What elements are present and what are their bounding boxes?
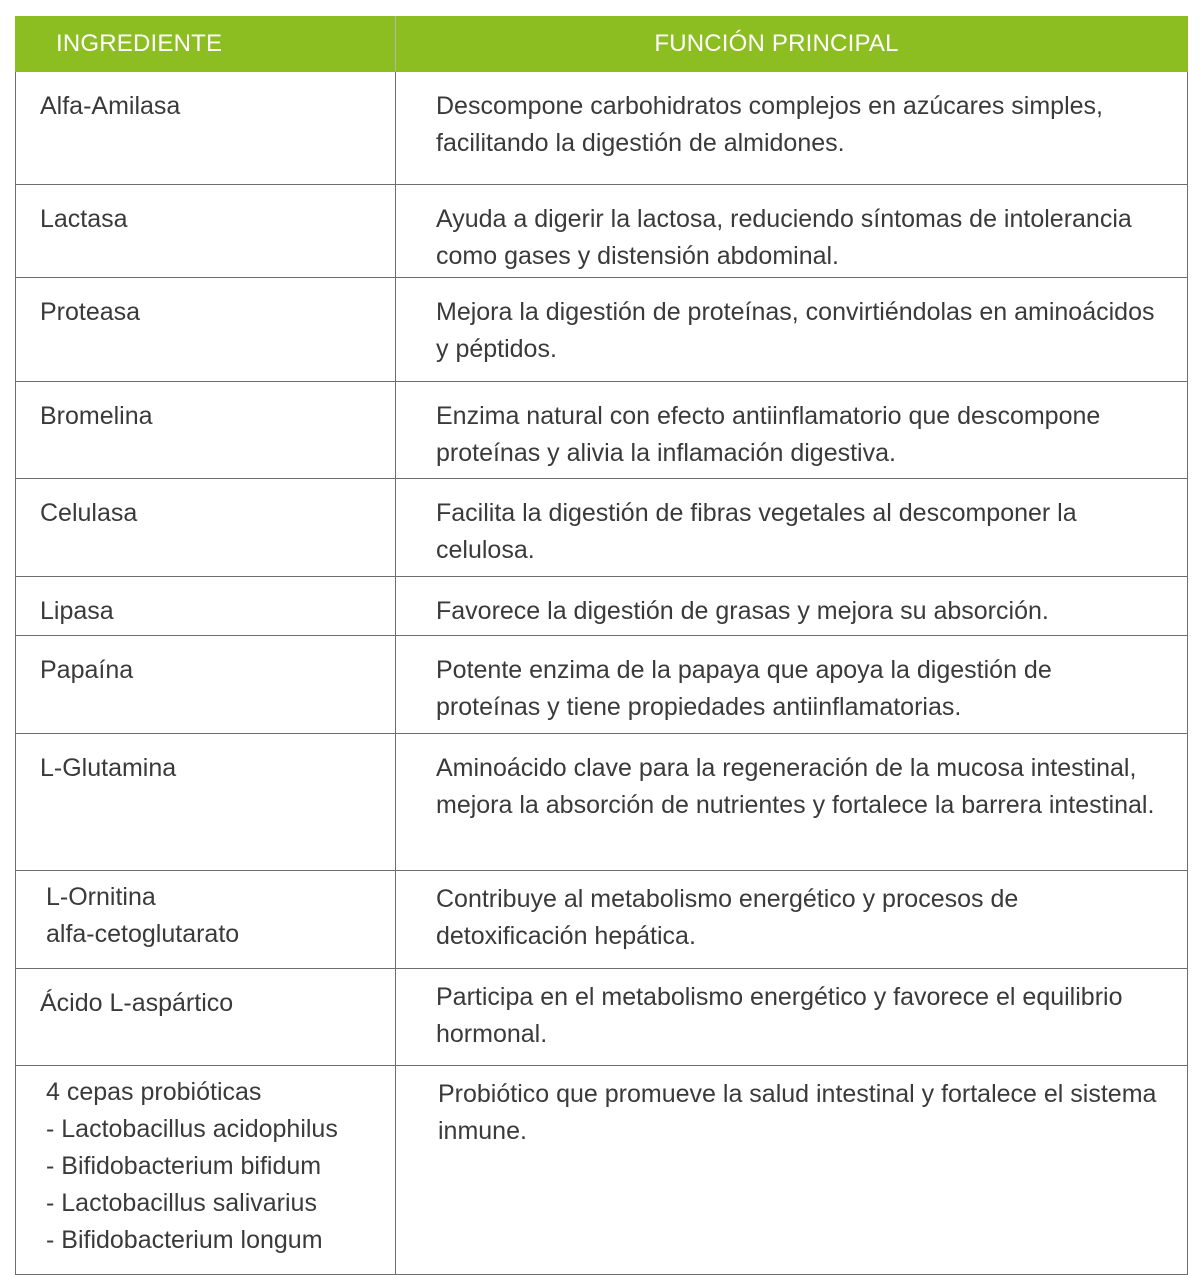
header-row — [16, 17, 1188, 72]
ingredient-name: Papaína — [40, 656, 134, 684]
table-row — [16, 278, 1188, 382]
ingredient-name: 4 cepas probióticas — [46, 1078, 262, 1106]
table-body — [16, 72, 1188, 1275]
function-cell: Mejora la digestión de proteínas, convirtiéndolas en aminoácidos y péptidos. — [396, 278, 1188, 382]
ingredient-name: - Lactobacillus salivarius — [46, 1189, 317, 1217]
function-cell: Participa en el metabolismo energético y favorece el equilibrio hormonal. — [396, 969, 1188, 1066]
function-cell: Enzima natural con efecto antiinflamatorio que descompone proteínas y alivia la inflamación digestiva. — [396, 382, 1188, 479]
ingredient-name: Celulasa — [40, 499, 138, 527]
table-row — [16, 185, 1188, 278]
function-cell: Facilita la digestión de fibras vegetales al descomponer la celulosa. — [396, 479, 1188, 577]
ingredient-name: - Bifidobacterium bifidum — [46, 1152, 322, 1180]
ingredient-name: L-Glutamina — [40, 754, 177, 782]
ingredient-cell — [16, 1066, 396, 1275]
table-row — [16, 636, 1188, 734]
ingredient-name: Lactasa — [40, 205, 128, 233]
ingredient-cell — [16, 72, 396, 185]
table-row — [16, 1066, 1188, 1275]
function-cell: Contribuye al metabolismo energético y procesos de detoxificación hepática. — [396, 871, 1188, 969]
function-cell: Probiótico que promueve la salud intestinal y fortalece el sistema inmune. — [396, 1066, 1188, 1275]
header-function: FUNCIÓN PRINCIPAL — [396, 17, 1188, 72]
function-cell: Favorece la digestión de grasas y mejora su absorción. — [396, 577, 1188, 636]
ingredient-name: Alfa-Amilasa — [40, 92, 181, 120]
function-cell: Potente enzima de la papaya que apoya la digestión de proteínas y tiene propiedades antiinflamatorias. — [396, 636, 1188, 734]
function-cell: Ayuda a digerir la lactosa, reduciendo síntomas de intolerancia como gases y distensión abdominal. — [396, 185, 1188, 278]
table-row — [16, 734, 1188, 871]
ingredient-cell — [16, 969, 396, 1066]
ingredient-cell — [16, 734, 396, 871]
ingredients-table-container — [15, 16, 1187, 1275]
ingredient-name: - Bifidobacterium longum — [46, 1226, 323, 1254]
ingredient-cell — [16, 185, 396, 278]
ingredient-name: Ácido L-aspártico — [40, 989, 234, 1017]
table-row — [16, 382, 1188, 479]
table-row — [16, 871, 1188, 969]
header-ingredient: INGREDIENTE — [16, 17, 396, 72]
table-row — [16, 577, 1188, 636]
ingredient-name: - Lactobacillus acidophilus — [46, 1115, 338, 1143]
ingredient-cell — [16, 871, 396, 969]
ingredients-table — [15, 16, 1188, 1275]
ingredient-cell — [16, 278, 396, 382]
table-row — [16, 969, 1188, 1066]
table-header — [16, 17, 1188, 72]
ingredient-name: Bromelina — [40, 402, 153, 430]
ingredient-cell — [16, 577, 396, 636]
function-cell: Aminoácido clave para la regeneración de la mucosa intestinal, mejora la absorción de nutrientes y fortalece la barrera intestinal. — [396, 734, 1188, 871]
ingredient-name: alfa-cetoglutarato — [46, 920, 240, 948]
ingredient-name: Proteasa — [40, 298, 141, 326]
ingredient-cell — [16, 382, 396, 479]
table-row — [16, 479, 1188, 577]
ingredient-cell — [16, 479, 396, 577]
function-cell: Descompone carbohidratos complejos en azúcares simples, facilitando la digestión de almidones. — [396, 72, 1188, 185]
ingredient-name: Lipasa — [40, 597, 114, 625]
ingredient-cell — [16, 636, 396, 734]
ingredient-name: L-Ornitina — [46, 883, 156, 911]
table-row — [16, 72, 1188, 185]
